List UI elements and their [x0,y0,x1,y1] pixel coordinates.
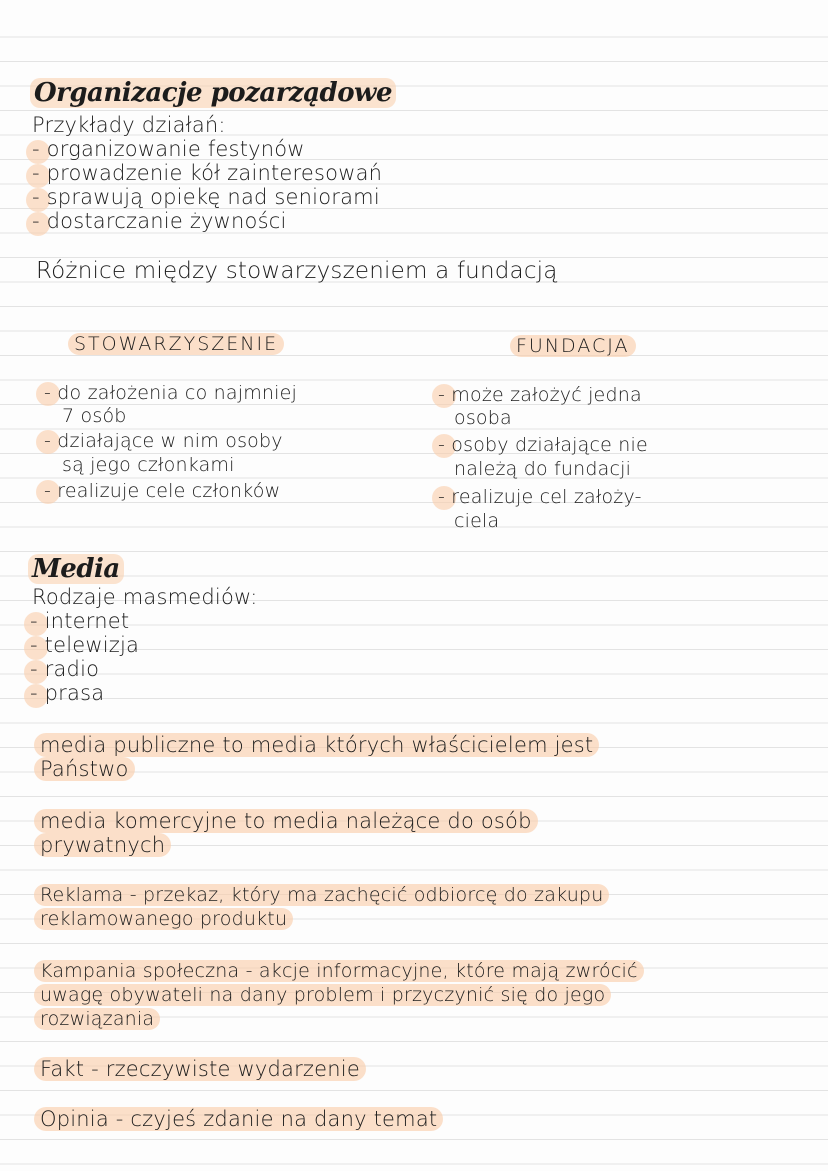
list-item: - dostarczanie żywności [32,209,287,233]
media-subtitle: Rodzaje masmediów: [32,585,258,609]
definition-line: Opinia - czyjeś zdanie na dany temat [34,1106,443,1132]
right-line: - może założyć jedna [438,384,642,406]
section-title-media: Media [28,556,124,582]
definition-line: media publiczne to media których właścicielem jest [34,732,599,758]
list-item: - telewizja [30,633,140,657]
comparison-title: Różnice między stowarzyszeniem a fundacją [36,258,558,284]
right-line: należą do fundacji [454,458,632,480]
definition-line: reklamowanego produktu [34,906,293,932]
list-item: - prowadzenie kół zainteresowań [32,161,383,185]
definition-line: uwagę obywateli na dany problem i przyczynić się do jego [34,982,611,1008]
examples-subtitle: Przykłady działań: [32,113,226,137]
right-line: ciela [454,510,500,532]
left-line: 7 osób [62,405,127,427]
definition-line: Fakt - rzeczywiste wydarzenie [34,1056,366,1082]
list-item: - internet [30,609,130,633]
right-line: - osoby działające nie [438,434,648,456]
definition-line: prywatnych [34,832,171,858]
left-line: - realizuje cele członków [44,480,281,502]
list-item: - sprawują opiekę nad seniorami [32,185,380,209]
list-item: - organizowanie festynów [32,137,305,161]
right-line: - realizuje cel założy- [438,486,642,508]
left-heading: STOWARZYSZENIE [68,331,284,357]
definition-line: rozwiązania [34,1006,160,1032]
right-line: osoba [454,407,512,429]
list-item: - prasa [30,681,105,705]
left-line: - działające w nim osoby [44,430,283,452]
section-title-organizations: Organizacje pozarządowe [30,80,396,106]
definition-line: Reklama - przekaz, który ma zachęcić odbiorcę do zakupu [34,882,609,908]
right-heading: FUNDACJA [510,333,636,359]
left-line: - do założenia co najmniej [44,382,297,404]
definition-line: Kampania społeczna - akcje informacyjne, które mają zwrócić [34,958,644,984]
definition-line: Państwo [34,756,135,782]
list-item: - radio [30,657,100,681]
left-line: są jego członkami [62,454,235,476]
definition-line: media komercyjne to media należące do osób [34,808,538,834]
